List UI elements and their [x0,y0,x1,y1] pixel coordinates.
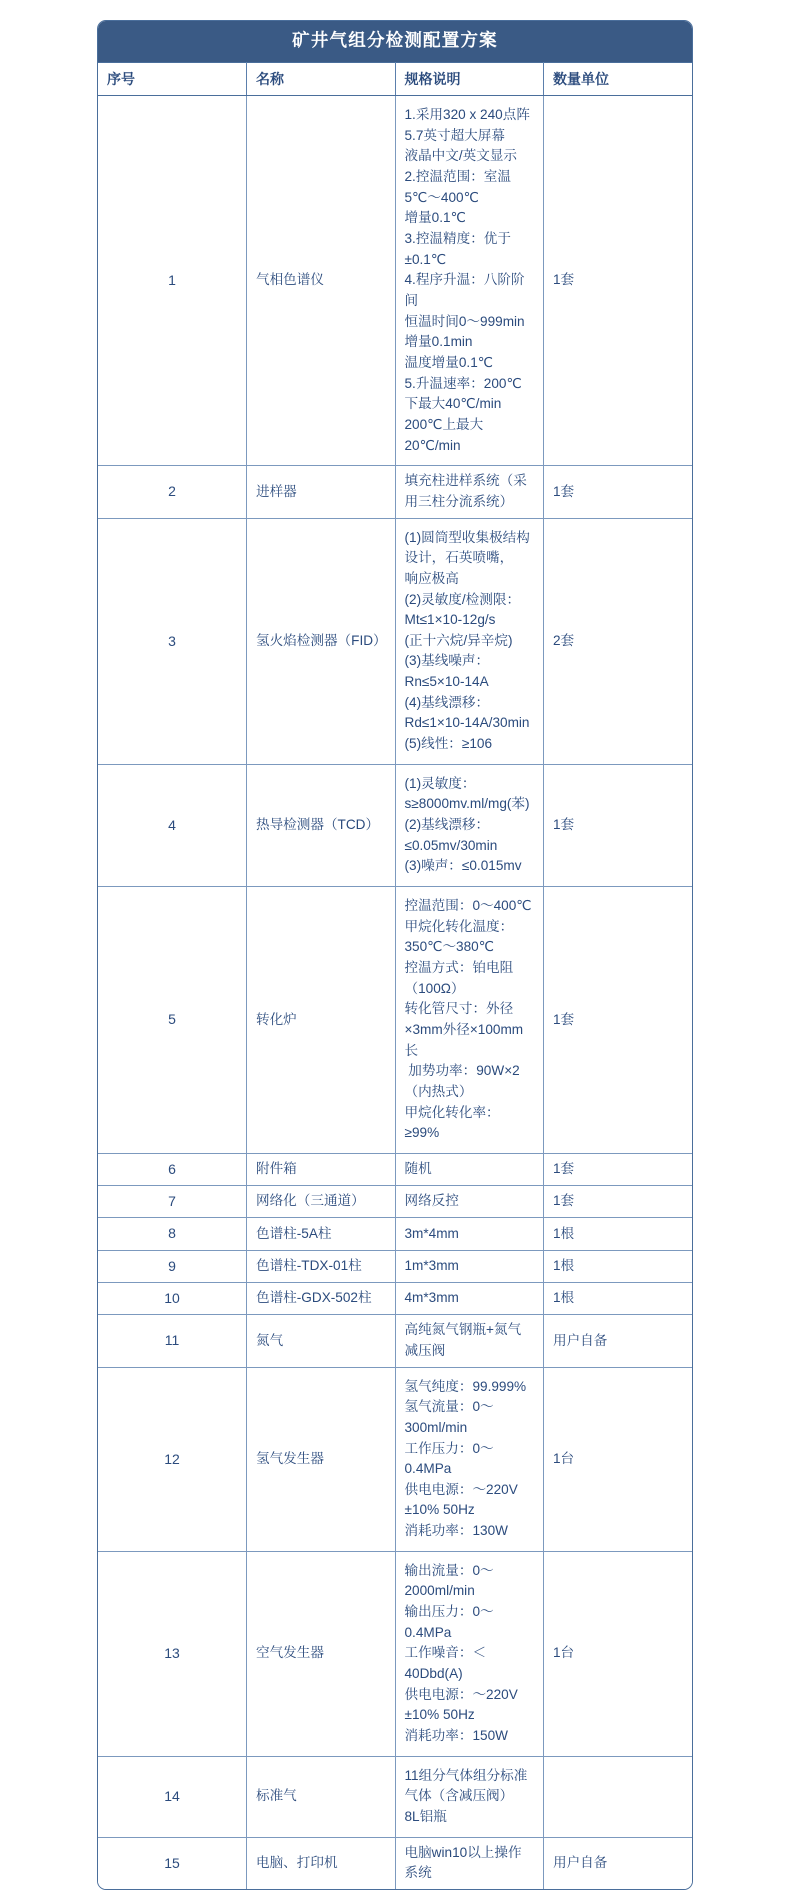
column-header-no: 序号 [98,62,247,95]
spec-line: 液晶中文/英文显示 [404,148,518,164]
row-qty: 1套 [544,1186,693,1218]
table-row [98,887,692,1154]
table-row [98,1837,692,1889]
row-name: 空气发生器 [247,1551,396,1756]
table-row [98,518,692,764]
row-qty: 1根 [544,1282,693,1314]
spec-line-group [405,774,535,877]
spec-line: 转化管尺寸：外径×3mm外径×100mm长 [404,1001,524,1058]
spec-line: 氢气流量：0～300ml/min [404,1399,494,1435]
spec-line: 恒温时间0～999min 增量0.1min [404,313,529,350]
row-qty: 1套 [544,466,693,518]
row-name: 热导检测器（TCD） [247,764,396,886]
row-spec [395,1756,544,1837]
row-qty: 用户自备 [553,1855,608,1870]
spec-line: 消耗功率：130W [404,1523,508,1539]
row-spec [395,887,544,1154]
spec-line: (正十六烷/异辛烷) [404,632,513,648]
spec-line: 4.程序升温：八阶阶间 [404,272,525,308]
spec-line-group [405,1766,535,1828]
spec-line-group [405,1561,535,1747]
row-spec: 4m*3mm [395,1282,544,1314]
row-name: 进样器 [247,466,396,518]
row-spec: 网络反控 [395,1186,544,1218]
spec-line: 供电电源：～220V ±10% 50Hz [404,1481,522,1518]
spec-line: (1)灵敏度：s≥8000mv.ml/mg(苯) [404,775,530,812]
row-no: 14 [98,1756,247,1837]
row-name: 氢火焰检测器（FID） [247,518,396,764]
row-spec: 高纯氮气钢瓶+氮气减压阀 [395,1315,544,1367]
row-spec [395,1367,544,1551]
spec-table [98,21,692,1889]
table-row [98,1367,692,1551]
row-name: 色谱柱-TDX-01柱 [247,1250,396,1282]
spec-line: 3.控温精度：优于±0.1℃ [404,231,511,267]
spec-line-group [405,896,535,1144]
row-name: 转化炉 [247,887,396,1154]
spec-line: 控温方式：铂电阻（100Ω） [404,960,514,996]
row-qty: 1套 [544,887,693,1154]
row-no: 4 [98,764,247,886]
column-header-qty: 数量单位 [544,62,693,95]
row-no: 10 [98,1282,247,1314]
spec-line: 5.升温速率：200℃下最大40℃/min [404,375,522,412]
row-no: 2 [98,466,247,518]
table-row [98,1282,692,1314]
column-header-spec: 规格说明 [395,62,544,95]
spec-line: 工作压力：0～0.4MPa [404,1440,494,1477]
spec-line: 输出压力：0～0.4MPa [404,1604,494,1640]
spec-line: (2)灵敏度/检测限：Mt≤1×10-12g/s [404,591,521,628]
spec-line: 1.采用320 x 240点阵5.7英寸超大屏幕 [404,107,530,143]
table-row [98,1218,692,1250]
row-spec: 随机 [395,1153,544,1185]
row-spec [395,1551,544,1756]
spec-line: 氢气纯度：99.999% [404,1378,527,1394]
table-row [98,1153,692,1185]
spec-line: 温度增量0.1℃ [404,354,494,370]
table-row [98,466,692,518]
row-spec: 3m*4mm [395,1218,544,1250]
table-row [98,1315,692,1367]
row-name: 网络化（三通道） [247,1186,396,1218]
spec-line: 增量0.1℃ [404,210,466,226]
spec-line: 甲烷化转化温度：350℃～380℃ [404,918,514,955]
row-name: 标准气 [247,1756,396,1837]
spec-line: 工作噪音：＜40Dbd(A) [404,1645,487,1682]
spec-line: 输出流量：0～2000ml/min [404,1562,494,1599]
row-qty: 1套 [544,1153,693,1185]
spec-line: 11组分气体组分标准气体（含减压阀） [404,1767,528,1804]
spec-line: (3)基线噪声：Rn≤5×10-14A [404,653,490,690]
table-title-row [98,21,692,62]
row-qty: 2套 [544,518,693,764]
row-spec [395,518,544,764]
spec-table-container [97,20,693,1890]
row-spec: 电脑win10以上操作系统 [395,1837,544,1889]
spec-line: 加势功率：90W×2（内热式） [404,1063,520,1099]
row-spec [395,96,544,466]
spec-line: 甲烷化转化率：≥99% [404,1104,500,1141]
table-row [98,1756,692,1837]
row-no: 15 [98,1837,247,1889]
row-qty: 1台 [544,1367,693,1551]
spec-line: (1)圆筒型收集极结构设计，石英喷嘴， [404,529,530,566]
row-no: 9 [98,1250,247,1282]
row-no: 1 [98,96,247,466]
row-spec: 填充柱进样系统（采用三柱分流系统） [395,466,544,518]
table-row [98,1186,692,1218]
row-name: 氮气 [247,1315,396,1367]
table-row [98,1250,692,1282]
row-no: 13 [98,1551,247,1756]
spec-table-body [98,21,692,1889]
spec-line: 控温范围：0～400℃ [404,898,532,914]
spec-line: 供电电源：～220V ±10% 50Hz [404,1686,522,1723]
row-qty [544,1756,693,1837]
spec-line: (5)线性：≥106 [404,736,493,752]
row-no: 6 [98,1153,247,1185]
row-name: 电脑、打印机 [247,1837,396,1889]
row-name: 气相色谱仪 [247,96,396,466]
spec-line: 2.控温范围：室温 5℃～400℃ [404,169,515,205]
spec-line-group [405,1377,535,1542]
row-no: 5 [98,887,247,1154]
spec-line: 8L铝瓶 [404,1809,447,1825]
row-name: 氢气发生器 [247,1367,396,1551]
row-no: 11 [98,1315,247,1367]
row-qty: 1台 [544,1551,693,1756]
column-header-name: 名称 [247,62,396,95]
row-name: 色谱柱-5A柱 [247,1218,396,1250]
row-no: 3 [98,518,247,764]
row-no: 7 [98,1186,247,1218]
row-qty: 1套 [544,96,693,466]
spec-line: (2)基线漂移：≤0.05mv/30min [404,817,498,853]
table-row [98,1551,692,1756]
spec-line: 200℃上最大20℃/min [404,416,484,453]
spec-line: 消耗功率：150W [404,1728,508,1744]
row-qty: 用户自备 [544,1315,693,1367]
table-row [98,96,692,466]
row-qty: 1套 [544,764,693,886]
row-qty: 1根 [544,1218,693,1250]
spec-line: (3)噪声：≤0.015mv [404,858,522,874]
spec-line-group [405,105,535,456]
row-spec: 1m*3mm [395,1250,544,1282]
row-qty: 1根 [544,1250,693,1282]
row-name: 色谱柱-GDX-502柱 [247,1282,396,1314]
page-title: 矿井气组分检测配置方案 [98,21,692,62]
spec-line: (4)基线漂移：Rd≤1×10-14A/30min [404,694,530,731]
table-header-row [98,62,692,95]
row-name: 附件箱 [247,1153,396,1185]
spec-line: 响应极高 [404,570,459,586]
row-no: 12 [98,1367,247,1551]
row-no: 8 [98,1218,247,1250]
row-spec [395,764,544,886]
table-row [98,764,692,886]
spec-line-group [405,528,535,755]
